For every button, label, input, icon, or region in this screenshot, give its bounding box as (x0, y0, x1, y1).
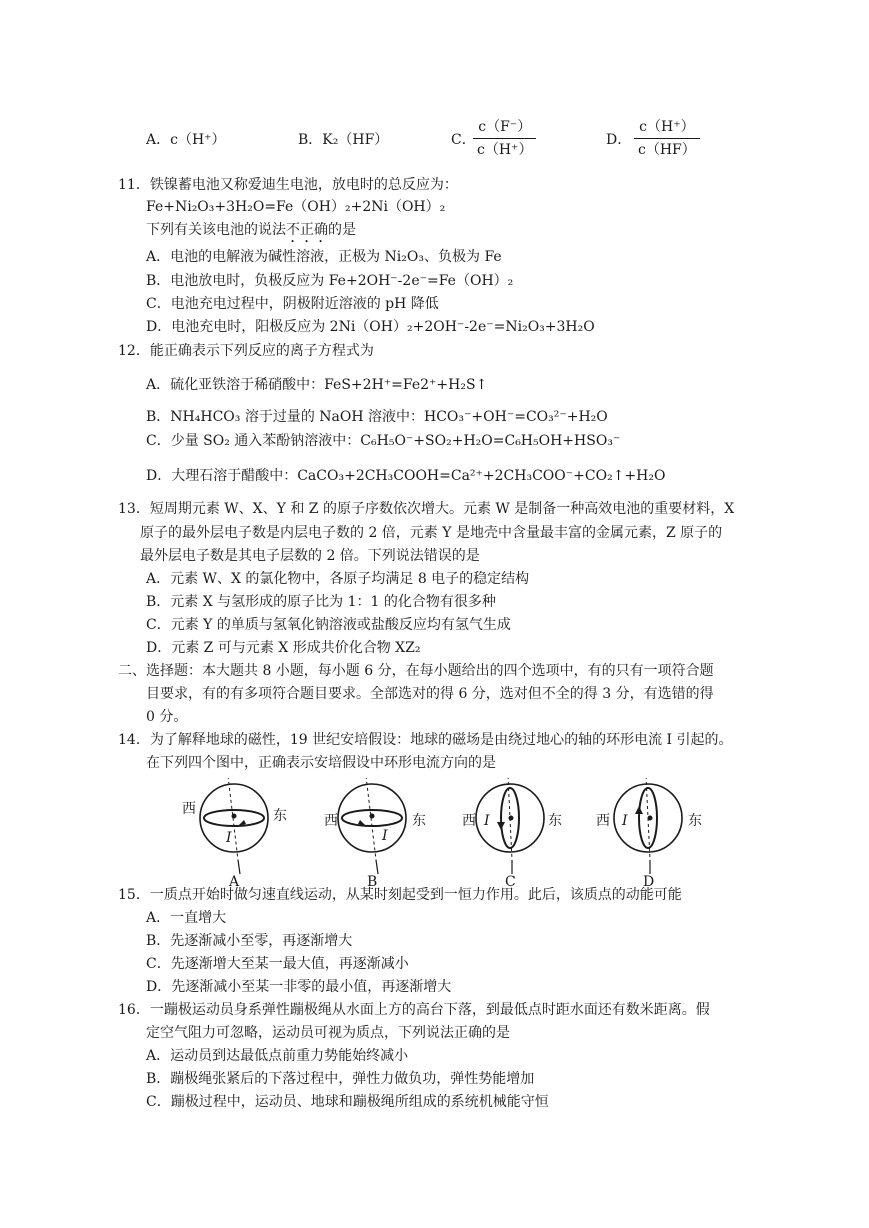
q15-option-b: B．先逐渐减小至零，再逐渐增大 (146, 933, 353, 949)
q15-stem: 15．一质点开始时做匀速直线运动，从某时刻起受到一恒力作用。此后，该质点的动能可能 (118, 887, 682, 903)
q10-d-numerator: c（H⁺） (639, 119, 695, 135)
q13-stem-line-2: 原子的最外层电子数是内层电子数的 2 倍，元素 Y 是地壳中含量最丰富的金属元素，Z 原子的 (140, 525, 723, 541)
q13-option-b: B．元素 X 与氢形成的原子比为 1：1 的化合物有很多种 (146, 594, 496, 610)
q11-question-emphasis: 不正确 (286, 222, 328, 238)
section-2-instructions-line-1: 二、选择题：本大题共 8 小题，每小题 6 分，在每小题给出的四个选项中，有的只有一项符合题 (118, 663, 714, 679)
q12-option-b: B．NH₄HCO₃ 溶于过量的 NaOH 溶液中：HCO₃⁻+OH⁻=CO₃²⁻+H₂O (146, 409, 608, 425)
q16-stem-line-2: 定空气阻力可忽略，运动员可视为质点，下列说法正确的是 (146, 1025, 510, 1041)
q15-option-d: D．先逐渐减小至某一非零的最小值，再逐渐增大 (146, 979, 452, 995)
current-label: I (226, 830, 232, 846)
q10-c-denominator: c（H⁺） (477, 142, 533, 158)
west-label: 西 (596, 813, 610, 829)
q11-option-a: A．电池的电解液为碱性溶液，正极为 Ni₂O₃、负极为 Fe (146, 249, 502, 265)
q11-option-d: D．电池充电时，阳极反应为 2Ni（OH）₂+2OH⁻-2e⁻=Ni₂O₃+3H₂O (146, 319, 595, 335)
q13-stem-line-1: 13．短周期元素 W、X、Y 和 Z 的原子序数依次增大。元素 W 是制备一种高效电池的重要材料，X (118, 501, 735, 517)
q12-option-a: A．硫化亚铁溶于稀硝酸中：FeS+2H⁺=Fe2⁺+H₂S↑ (146, 377, 488, 393)
current-label: I (382, 828, 388, 844)
fraction-bar (634, 138, 700, 139)
q13-option-a: A．元素 W、X 的氯化物中，各原子均满足 8 电子的稳定结构 (146, 571, 530, 587)
q14-stem-line-2: 在下列四个图中，正确表示安培假设中环形电流方向的是 (146, 755, 496, 771)
current-label: I (484, 813, 490, 829)
q10-d-denominator: c（HF） (638, 142, 696, 158)
figure-label-a: A (229, 874, 240, 888)
q11-option-b: B．电池放电时，负极反应为 Fe+2OH⁻-2e⁻=Fe（OH）₂ (146, 273, 514, 289)
q15-option-c: C．先逐渐增大至某一最大值，再逐渐减小 (146, 956, 409, 972)
q11-question-post: 的是 (328, 222, 356, 238)
q10-option-a: A．c（H⁺） (146, 132, 226, 148)
q10-option-c-label: C． (451, 132, 476, 148)
q12-stem: 12．能正确表示下列反应的离子方程式为 (118, 343, 374, 359)
west-label: 西 (324, 813, 338, 829)
figure-b (324, 778, 426, 888)
figure-d (596, 778, 702, 888)
q10-option-d-fraction (634, 118, 700, 159)
q16-option-c: C．蹦极过程中，运动员、地球和蹦极绳所组成的系统机械能守恒 (146, 1094, 549, 1110)
q13-stem-line-3: 最外层电子数是其电子层数的 2 倍。下列说法错误的是 (140, 548, 480, 564)
q16-option-a: A．运动员到达最低点前重力势能始终减小 (146, 1048, 409, 1064)
section-2-instructions-line-3: 0 分。 (146, 709, 188, 725)
q12-option-c: C．少量 SO₂ 通入苯酚钠溶液中：C₆H₅O⁻+SO₂+H₂O=C₆H₅OH+HSO₃⁻ (146, 433, 621, 449)
q11-stem: 11．铁镍蓄电池又称爱迪生电池，放电时的总反应为： (118, 177, 458, 193)
q11-question (146, 220, 356, 246)
q10-option-b: B．K₂（HF） (298, 132, 389, 148)
q15-option-a: A．一直增大 (146, 910, 227, 926)
q11-question-pre: 下列有关该电池的说法 (146, 222, 286, 238)
q14-earth-current-figures (172, 778, 732, 888)
east-label: 东 (548, 813, 562, 829)
figure-label-b: B (367, 874, 378, 888)
q10-option-c-fraction (473, 118, 536, 159)
q11-option-c: C．电池充电过程中，阴极附近溶液的 pH 降低 (146, 296, 439, 312)
east-label: 东 (273, 808, 287, 824)
figure-label-c: C (505, 874, 516, 888)
section-2-instructions-line-2: 目要求，有的有多项符合题目要求。全部选对的得 6 分，选对但不全的得 3 分，有选错的得 (146, 686, 714, 702)
west-label: 西 (462, 813, 476, 829)
q10-option-d-label: D． (606, 132, 632, 148)
current-label: I (622, 813, 628, 829)
q12-option-d: D．大理石溶于醋酸中：CaCO₃+2CH₃COOH=Ca²⁺+2CH₃COO⁻+CO₂↑+H₂O (146, 468, 666, 484)
figure-c (462, 778, 562, 888)
q10-c-numerator: c（F⁻） (478, 119, 532, 135)
figure-label-d: D (643, 874, 655, 888)
figure-a (182, 778, 287, 888)
q13-option-c: C．元素 Y 的单质与氢氧化钠溶液或盐酸反应均有氢气生成 (146, 617, 511, 633)
q11-equation: Fe+Ni₂O₃+3H₂O=Fe（OH）₂+2Ni（OH）₂ (146, 199, 446, 215)
q16-option-b: B．蹦极绳张紧后的下落过程中，弹性力做负功，弹性势能增加 (146, 1071, 535, 1087)
west-label: 西 (182, 801, 196, 817)
fraction-bar (473, 138, 536, 139)
q13-option-d: D．元素 Z 可与元素 X 形成共价化合物 XZ₂ (146, 640, 421, 656)
east-label: 东 (412, 813, 426, 829)
q16-stem-line-1: 16．一蹦极运动员身系弹性蹦极绳从水面上方的高台下落，到最低点时距水面还有数米距离。假 (118, 1002, 710, 1018)
q14-stem-line-1: 14．为了解释地球的磁性，19 世纪安培假设：地球的磁场是由绕过地心的轴的环形电流 I 引起的。 (118, 732, 733, 748)
east-label: 东 (688, 813, 702, 829)
